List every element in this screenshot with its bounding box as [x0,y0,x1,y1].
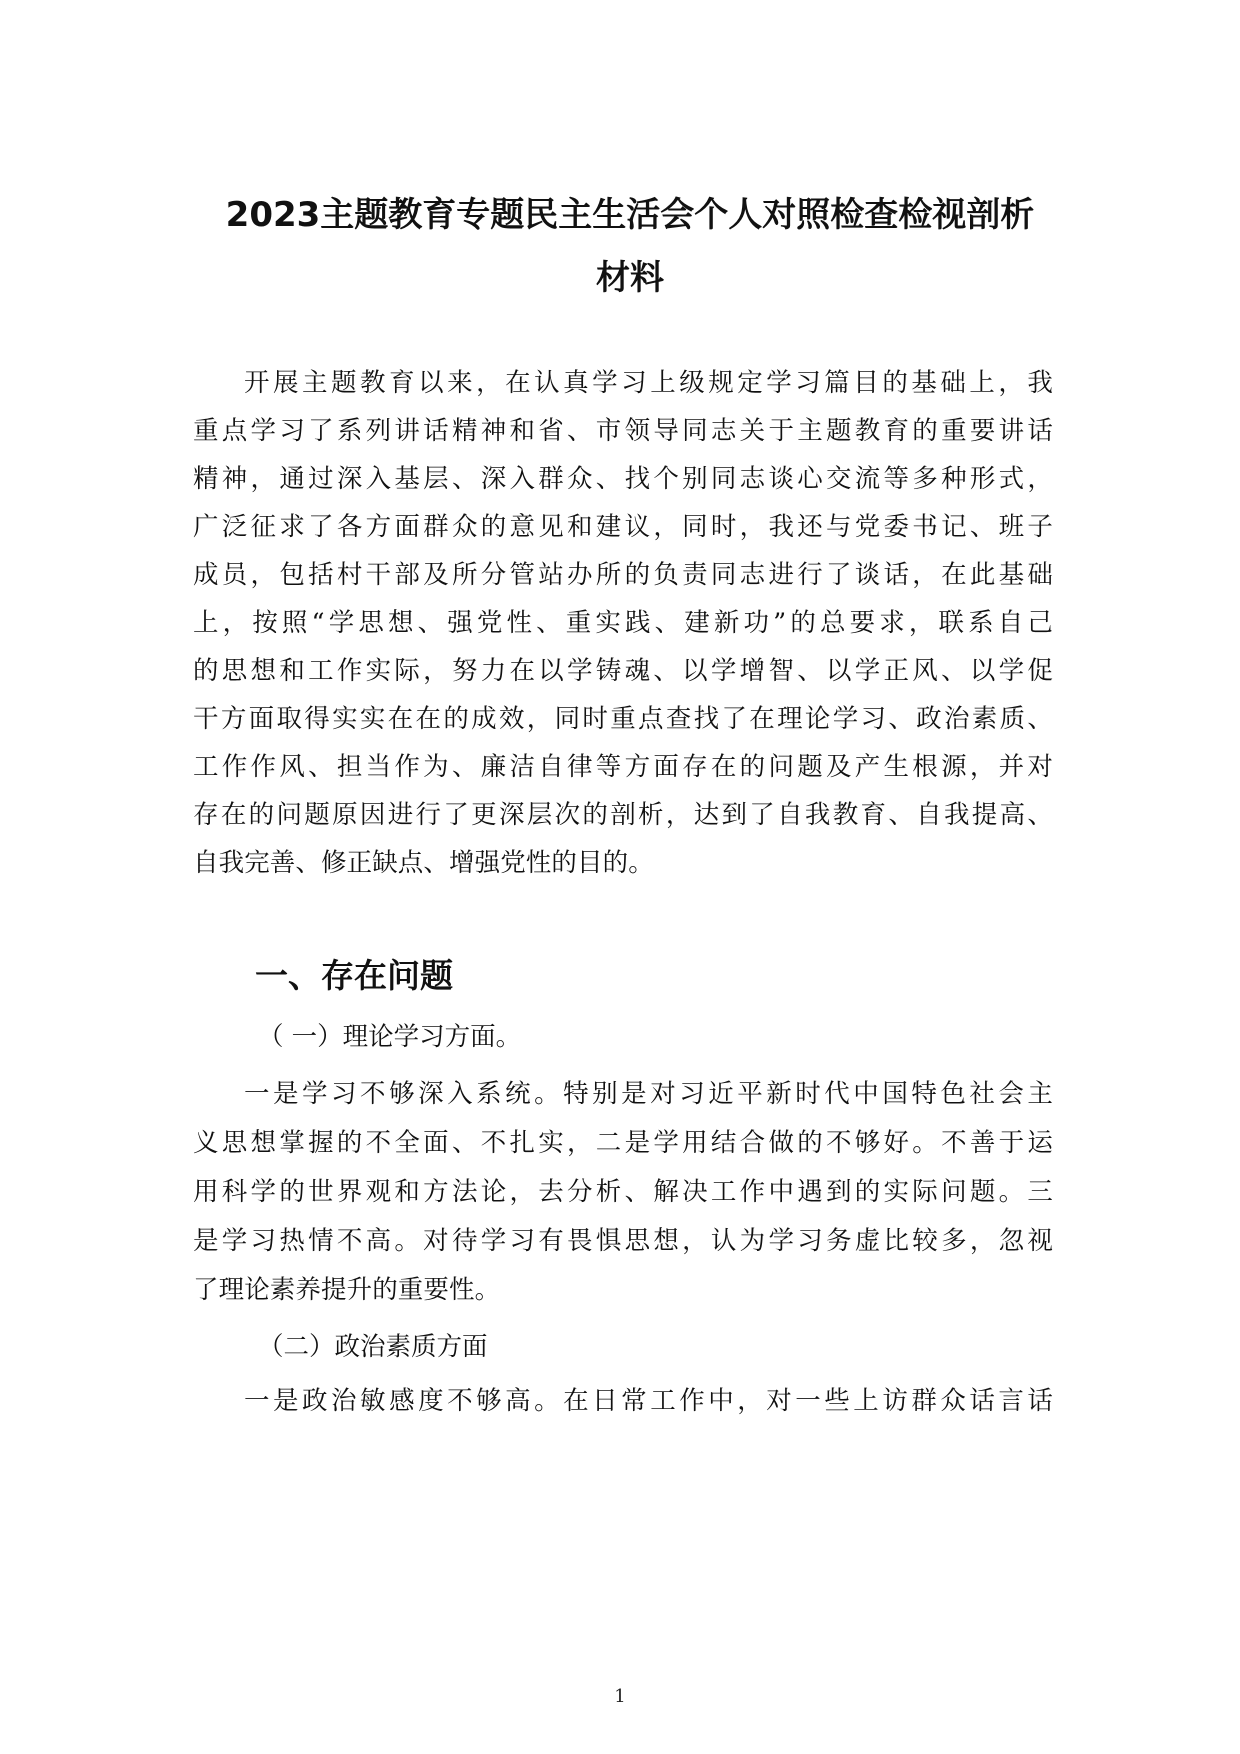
intro-paragraph-line: 自我完善、修正缺点、增强党性的目的。 [193,848,654,878]
intro-paragraph-line: 的思想和工作实际，努力在以学铸魂、以学增智、以学正风、以学促 [193,656,1053,686]
document-title-line-1: 2023主题教育专题民主生活会个人对照检查检视剖析 [225,195,1035,235]
intro-paragraph-line: 精神，通过深入基层、深入群众、找个别同志谈心交流等多种形式， [193,464,1053,494]
subsection-heading: （ 一）理论学习方面。 [258,1022,522,1052]
page-number: 1 [614,1686,626,1707]
subsection-paragraph-line: 一是政治敏感度不够高。在日常工作中，对一些上访群众话言话 [244,1386,1053,1416]
subsection-heading: （二）政治素质方面 [258,1332,488,1362]
section-heading: 一、存在问题 [255,956,453,995]
intro-paragraph-line: 广泛征求了各方面群众的意见和建议，同时，我还与党委书记、班子 [193,512,1053,542]
document-title-line-2: 材料 [596,258,664,298]
intro-paragraph-line: 上，按照“学思想、强党性、重实践、建新功”的总要求，联系自己 [193,608,1053,638]
subsection-paragraph-line: 是学习热情不高。对待学习有畏惧思想，认为学习务虚比较多，忽视 [193,1226,1053,1256]
subsection-paragraph-line: 义思想掌握的不全面、不扎实，二是学用结合做的不够好。不善于运 [193,1128,1053,1158]
subsection-paragraph-line: 用科学的世界观和方法论，去分析、解决工作中遇到的实际问题。三 [193,1177,1053,1207]
intro-paragraph-line: 开展主题教育以来，在认真学习上级规定学习篇目的基础上，我 [244,368,1053,398]
intro-paragraph-line: 重点学习了系列讲话精神和省、市领导同志关于主题教育的重要讲话 [193,416,1053,446]
intro-paragraph-line: 工作作风、担当作为、廉洁自律等方面存在的问题及产生根源，并对 [193,752,1053,782]
subsection-paragraph-line: 了理论素养提升的重要性。 [193,1275,501,1305]
intro-paragraph-line: 存在的问题原因进行了更深层次的剖析，达到了自我教育、自我提高、 [193,800,1053,830]
intro-paragraph-line: 干方面取得实实在在的成效，同时重点查找了在理论学习、政治素质、 [193,704,1053,734]
intro-paragraph-line: 成员，包括村干部及所分管站办所的负责同志进行了谈话，在此基础 [193,560,1053,590]
subsection-paragraph-line: 一是学习不够深入系统。特别是对习近平新时代中国特色社会主 [244,1079,1053,1109]
